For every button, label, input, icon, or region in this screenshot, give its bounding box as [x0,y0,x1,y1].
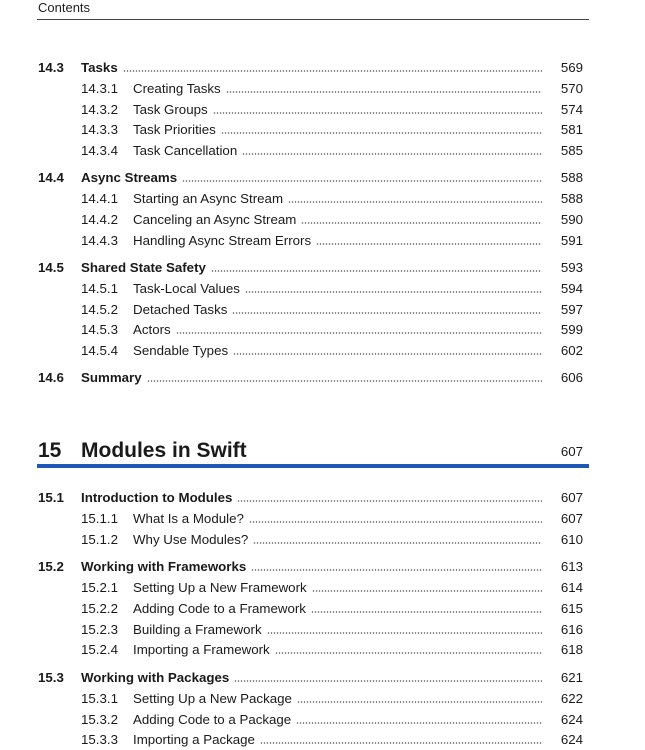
toc-subsection-entry[interactable] [0,120,645,140]
entry-title: Building a Framework [133,622,262,637]
dot-leader [232,312,542,314]
dot-leader [221,132,542,134]
entry-page-number: 593 [560,260,583,275]
entry-title: Actors [133,322,171,337]
dot-leader [301,222,542,224]
entry-page-number: 590 [560,212,583,227]
entry-number: 14.3.2 [81,102,118,117]
toc-subsection-entry[interactable] [0,599,645,619]
entry-title: Shared State Safety [81,260,206,275]
entry-page-number: 588 [560,191,583,206]
entry-title: Summary [81,370,142,385]
entry-page-number: 602 [560,343,583,358]
entry-title: Task Groups [133,102,208,117]
entry-number: 14.3.1 [81,81,118,96]
entry-number: 14.3.3 [81,122,118,137]
entry-title: Sendable Types [133,343,229,358]
entry-page-number: 570 [560,81,583,96]
toc-subsection-entry[interactable] [0,141,645,161]
entry-title: Creating Tasks [133,81,221,96]
entry-title: Tasks [81,60,118,75]
entry-title: Setting Up a New Framework [133,580,307,595]
entry-number: 15.1 [38,490,64,505]
dot-leader [312,590,542,592]
entry-page-number: 615 [560,601,583,616]
header-label: Contents [38,0,91,15]
entry-page-number: 616 [560,622,583,637]
dot-leader [237,500,542,502]
dot-leader [275,652,542,654]
entry-title: Task Priorities [133,122,216,137]
toc-section-entry[interactable] [0,58,645,78]
entry-title: Setting Up a New Package [133,691,292,706]
entry-number: 14.3.4 [81,143,118,158]
dot-leader [249,521,542,523]
entry-number: 15.2.4 [81,642,118,657]
entry-title: Canceling an Async Stream [133,212,297,227]
dot-leader [233,353,542,355]
toc-subsection-entry[interactable] [0,341,645,361]
entry-number: 14.4.3 [81,233,118,248]
entry-number: 14.5.4 [81,343,118,358]
header-rule [37,19,589,20]
entry-number: 14.5.1 [81,281,118,296]
chapter-heading[interactable] [0,436,645,466]
entry-number: 15.2.2 [81,601,118,616]
entry-title: Working with Packages [81,670,230,685]
entry-number: 14.4 [38,170,64,185]
toc-section-entry[interactable] [0,168,645,188]
entry-page-number: 597 [560,302,583,317]
entry-page-number: 569 [560,60,583,75]
entry-page-number: 621 [560,670,583,685]
entry-page-number: 581 [560,122,583,137]
entry-page-number: 624 [560,732,583,747]
entry-title: Importing a Framework [133,642,270,657]
entry-title: Importing a Package [133,732,255,747]
entry-page-number: 618 [560,642,583,657]
toc-subsection-entry[interactable] [0,730,645,750]
entry-page-number: 607 [560,490,583,505]
entry-page-number: 585 [560,143,583,158]
dot-leader [316,243,542,245]
chapter-title: Modules in Swift [81,439,247,462]
toc-subsection-entry[interactable] [0,300,645,320]
dot-leader [211,270,542,272]
entry-title: Adding Code to a Framework [133,601,306,616]
entry-page-number: 613 [560,559,583,574]
entry-page-number: 574 [560,102,583,117]
entry-number: 15.2.3 [81,622,118,637]
entry-number: 14.5.2 [81,302,118,317]
toc-subsection-entry[interactable] [0,509,645,529]
entry-title: Introduction to Modules [81,490,233,505]
dot-leader [242,153,542,155]
dot-leader [123,70,542,72]
dot-leader [245,291,542,293]
toc-section-entry[interactable] [0,368,645,388]
entry-number: 15.3.1 [81,691,118,706]
dot-leader [260,742,542,744]
entry-number: 15.2.1 [81,580,118,595]
entry-number: 14.5 [38,260,64,275]
entry-page-number: 599 [560,322,583,337]
entry-page-number: 622 [560,691,583,706]
toc-subsection-entry[interactable] [0,578,645,598]
dot-leader [213,112,542,114]
entry-title: Detached Tasks [133,302,228,317]
dot-leader [234,680,542,682]
entry-number: 14.4.2 [81,212,118,227]
entry-number: 15.1.1 [81,511,118,526]
entry-title: Starting an Async Stream [133,191,284,206]
entry-page-number: 614 [560,580,583,595]
toc-section-entry[interactable] [0,258,645,278]
toc-subsection-entry[interactable] [0,79,645,99]
dot-leader [253,542,542,544]
entry-title: Handling Async Stream Errors [133,233,312,248]
entry-number: 15.3.2 [81,712,118,727]
dot-leader [311,611,542,613]
entry-title: Task Cancellation [133,143,238,158]
entry-page-number: 607 [560,511,583,526]
dot-leader [297,701,542,703]
entry-page-number: 606 [560,370,583,385]
toc-subsection-entry[interactable] [0,640,645,660]
dot-leader [288,201,542,203]
chapter-rule [37,464,589,468]
entry-page-number: 594 [560,281,583,296]
toc-subsection-entry[interactable] [0,279,645,299]
toc-subsection-entry[interactable] [0,210,645,230]
toc-subsection-entry[interactable] [0,710,645,730]
entry-title: What Is a Module? [133,511,244,526]
entry-number: 14.4.1 [81,191,118,206]
entry-page-number: 591 [560,233,583,248]
entry-title: Task-Local Values [133,281,240,296]
toc-subsection-entry[interactable] [0,231,645,251]
entry-page-number: 588 [560,170,583,185]
dot-leader [176,332,542,334]
entry-title: Why Use Modules? [133,532,249,547]
toc-subsection-entry[interactable] [0,100,645,120]
toc-subsection-entry[interactable] [0,620,645,640]
toc-subsection-entry[interactable] [0,530,645,550]
chapter-number: 15 [38,439,62,462]
entry-number: 15.3.3 [81,732,118,747]
dot-leader [226,91,542,93]
entry-number: 14.5.3 [81,322,118,337]
entry-title: Adding Code to a Package [133,712,292,727]
dot-leader [251,569,542,571]
entry-number: 15.2 [38,559,64,574]
entry-number: 15.1.2 [81,532,118,547]
toc-subsection-entry[interactable] [0,189,645,209]
entry-title: Async Streams [81,170,178,185]
entry-number: 15.3 [38,670,64,685]
toc-subsection-entry[interactable] [0,320,645,340]
entry-number: 14.6 [38,370,64,385]
toc-subsection-entry[interactable] [0,689,645,709]
toc-section-entry[interactable] [0,488,645,508]
entry-title: Working with Frameworks [81,559,247,574]
toc-section-entry[interactable] [0,557,645,577]
entry-page-number: 610 [560,532,583,547]
dot-leader [296,722,542,724]
chapter-page-number: 607 [560,444,583,459]
entry-page-number: 624 [560,712,583,727]
dot-leader [147,380,542,382]
dot-leader [267,632,542,634]
toc-section-entry[interactable] [0,668,645,688]
dot-leader [182,180,542,182]
entry-number: 14.3 [38,60,64,75]
